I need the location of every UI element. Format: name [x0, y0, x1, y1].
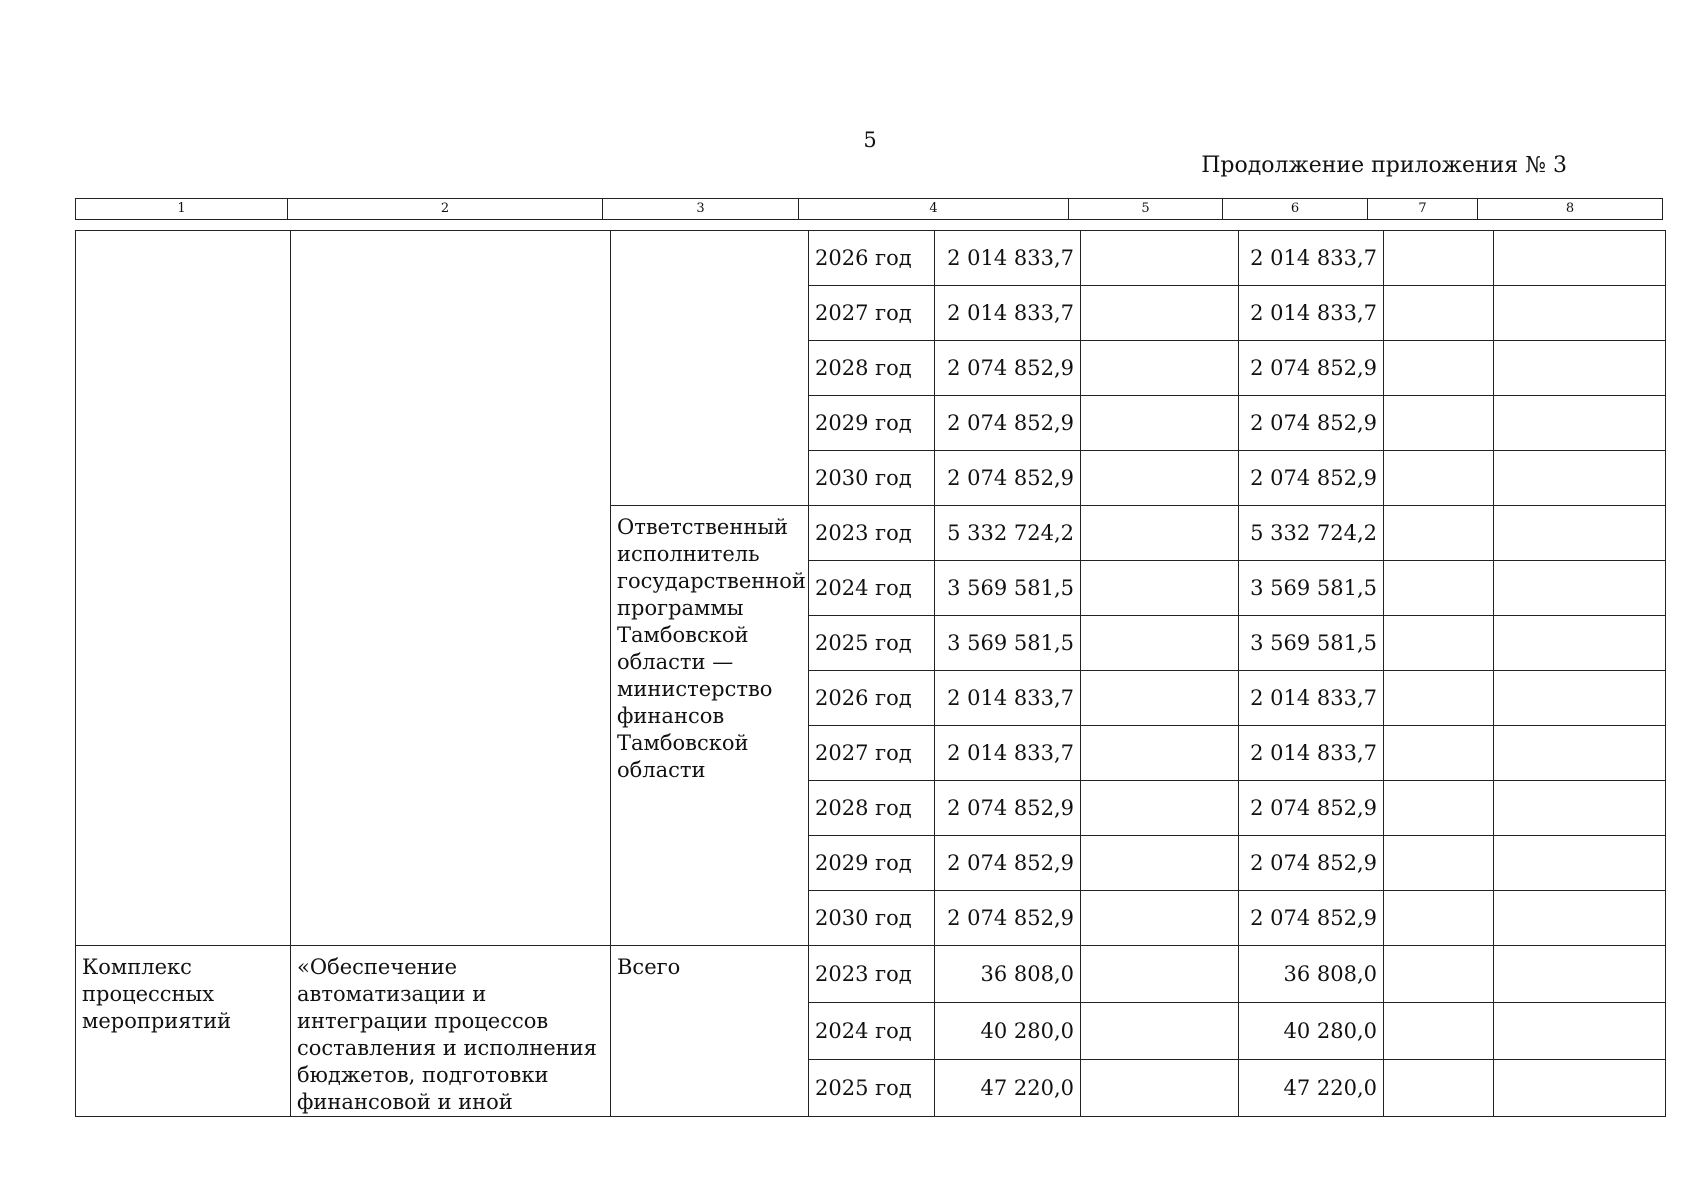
header-col-6: 6	[1223, 199, 1368, 220]
regional-budget-cell: 2 014 833,7	[1239, 671, 1384, 726]
col5-cell	[1081, 561, 1239, 616]
regional-budget-cell: 2 074 852,9	[1239, 396, 1384, 451]
col5-cell	[1081, 781, 1239, 836]
year-cell: 2027 год	[809, 286, 935, 341]
col7-cell	[1384, 396, 1494, 451]
col8-cell	[1494, 1060, 1666, 1117]
regional-budget-cell: 47 220,0	[1239, 1060, 1384, 1117]
activity-type-cell: Комплекс процессных мероприятий	[76, 946, 291, 1117]
col8-cell	[1494, 616, 1666, 671]
header-col-5: 5	[1069, 199, 1223, 220]
col7-cell	[1384, 781, 1494, 836]
col7-cell	[1384, 836, 1494, 891]
col5-cell	[1081, 671, 1239, 726]
year-cell: 2026 год	[809, 231, 935, 286]
header-col-2: 2	[288, 199, 603, 220]
total-amount-cell: 2 074 852,9	[935, 341, 1081, 396]
year-cell: 2029 год	[809, 396, 935, 451]
col5-cell	[1081, 231, 1239, 286]
regional-budget-cell: 2 074 852,9	[1239, 451, 1384, 506]
col5-cell	[1081, 506, 1239, 561]
total-amount-cell: 2 074 852,9	[935, 781, 1081, 836]
regional-budget-cell: 2 014 833,7	[1239, 286, 1384, 341]
col7-cell	[1384, 341, 1494, 396]
col8-cell	[1494, 451, 1666, 506]
col5-cell	[1081, 396, 1239, 451]
col7-cell	[1384, 946, 1494, 1003]
col7-cell	[1384, 561, 1494, 616]
table-row	[76, 231, 1666, 286]
year-cell: 2028 год	[809, 341, 935, 396]
total-amount-cell: 5 332 724,2	[935, 506, 1081, 561]
year-cell: 2025 год	[809, 616, 935, 671]
col7-cell	[1384, 231, 1494, 286]
total-amount-cell: 2 014 833,7	[935, 726, 1081, 781]
col5-cell	[1081, 286, 1239, 341]
column-number-header	[75, 198, 1663, 220]
col8-cell	[1494, 286, 1666, 341]
total-amount-cell: 2 074 852,9	[935, 451, 1081, 506]
regional-budget-cell: 2 074 852,9	[1239, 781, 1384, 836]
col5-cell	[1081, 726, 1239, 781]
activity-name-cell	[291, 231, 611, 946]
col7-cell	[1384, 671, 1494, 726]
total-amount-cell: 2 074 852,9	[935, 836, 1081, 891]
total-amount-cell: 47 220,0	[935, 1060, 1081, 1117]
col7-cell	[1384, 451, 1494, 506]
col8-cell	[1494, 726, 1666, 781]
col8-cell	[1494, 396, 1666, 451]
col8-cell	[1494, 231, 1666, 286]
regional-budget-cell: 2 074 852,9	[1239, 341, 1384, 396]
table-row	[76, 946, 1666, 1003]
total-amount-cell: 3 569 581,5	[935, 616, 1081, 671]
col5-cell	[1081, 1060, 1239, 1117]
responsible-executor-cell: Ответственный исполнитель государственной программы Тамбовской области — министерство финансов Тамбовской области	[611, 506, 809, 946]
col7-cell	[1384, 891, 1494, 946]
col5-cell	[1081, 836, 1239, 891]
year-cell: 2023 год	[809, 506, 935, 561]
col5-cell	[1081, 891, 1239, 946]
total-amount-cell: 36 808,0	[935, 946, 1081, 1003]
responsible-executor-cell: Всего	[611, 946, 809, 1117]
header-col-3: 3	[603, 199, 799, 220]
col7-cell	[1384, 1060, 1494, 1117]
col8-cell	[1494, 891, 1666, 946]
financing-table	[75, 230, 1666, 1117]
year-cell: 2028 год	[809, 781, 935, 836]
year-cell: 2030 год	[809, 451, 935, 506]
col5-cell	[1081, 1003, 1239, 1060]
total-amount-cell: 2 074 852,9	[935, 891, 1081, 946]
regional-budget-cell: 2 074 852,9	[1239, 836, 1384, 891]
regional-budget-cell: 2 074 852,9	[1239, 891, 1384, 946]
header-col-4: 4	[799, 199, 1069, 220]
col8-cell	[1494, 946, 1666, 1003]
year-cell: 2030 год	[809, 891, 935, 946]
total-amount-cell: 40 280,0	[935, 1003, 1081, 1060]
total-amount-cell: 2 014 833,7	[935, 671, 1081, 726]
regional-budget-cell: 5 332 724,2	[1239, 506, 1384, 561]
col8-cell	[1494, 506, 1666, 561]
page-number: 5	[863, 128, 877, 152]
total-amount-cell: 2 074 852,9	[935, 396, 1081, 451]
col7-cell	[1384, 1003, 1494, 1060]
col5-cell	[1081, 341, 1239, 396]
col8-cell	[1494, 1003, 1666, 1060]
col8-cell	[1494, 561, 1666, 616]
col7-cell	[1384, 616, 1494, 671]
col7-cell	[1384, 286, 1494, 341]
year-cell: 2029 год	[809, 836, 935, 891]
activity-name-cell: «Обеспечение автоматизации и интеграции процессов составления и исполнения бюджетов, подготовки финансовой и иной	[291, 946, 611, 1117]
col7-cell	[1384, 726, 1494, 781]
col5-cell	[1081, 616, 1239, 671]
col5-cell	[1081, 451, 1239, 506]
regional-budget-cell: 3 569 581,5	[1239, 616, 1384, 671]
col8-cell	[1494, 671, 1666, 726]
col8-cell	[1494, 836, 1666, 891]
appendix-continuation-title: Продолжение приложения № 3	[1201, 153, 1567, 178]
responsible-executor-cell	[611, 231, 809, 506]
year-cell: 2024 год	[809, 1003, 935, 1060]
year-cell: 2027 год	[809, 726, 935, 781]
total-amount-cell: 2 014 833,7	[935, 286, 1081, 341]
col5-cell	[1081, 946, 1239, 1003]
year-cell: 2023 год	[809, 946, 935, 1003]
total-amount-cell: 2 014 833,7	[935, 231, 1081, 286]
header-col-7: 7	[1368, 199, 1478, 220]
year-cell: 2026 год	[809, 671, 935, 726]
regional-budget-cell: 36 808,0	[1239, 946, 1384, 1003]
year-cell: 2024 год	[809, 561, 935, 616]
col7-cell	[1384, 506, 1494, 561]
regional-budget-cell: 2 014 833,7	[1239, 231, 1384, 286]
regional-budget-cell: 40 280,0	[1239, 1003, 1384, 1060]
total-amount-cell: 3 569 581,5	[935, 561, 1081, 616]
activity-type-cell	[76, 231, 291, 946]
regional-budget-cell: 2 014 833,7	[1239, 726, 1384, 781]
regional-budget-cell: 3 569 581,5	[1239, 561, 1384, 616]
year-cell: 2025 год	[809, 1060, 935, 1117]
header-col-8: 8	[1478, 199, 1663, 220]
col8-cell	[1494, 341, 1666, 396]
header-col-1: 1	[76, 199, 288, 220]
col8-cell	[1494, 781, 1666, 836]
